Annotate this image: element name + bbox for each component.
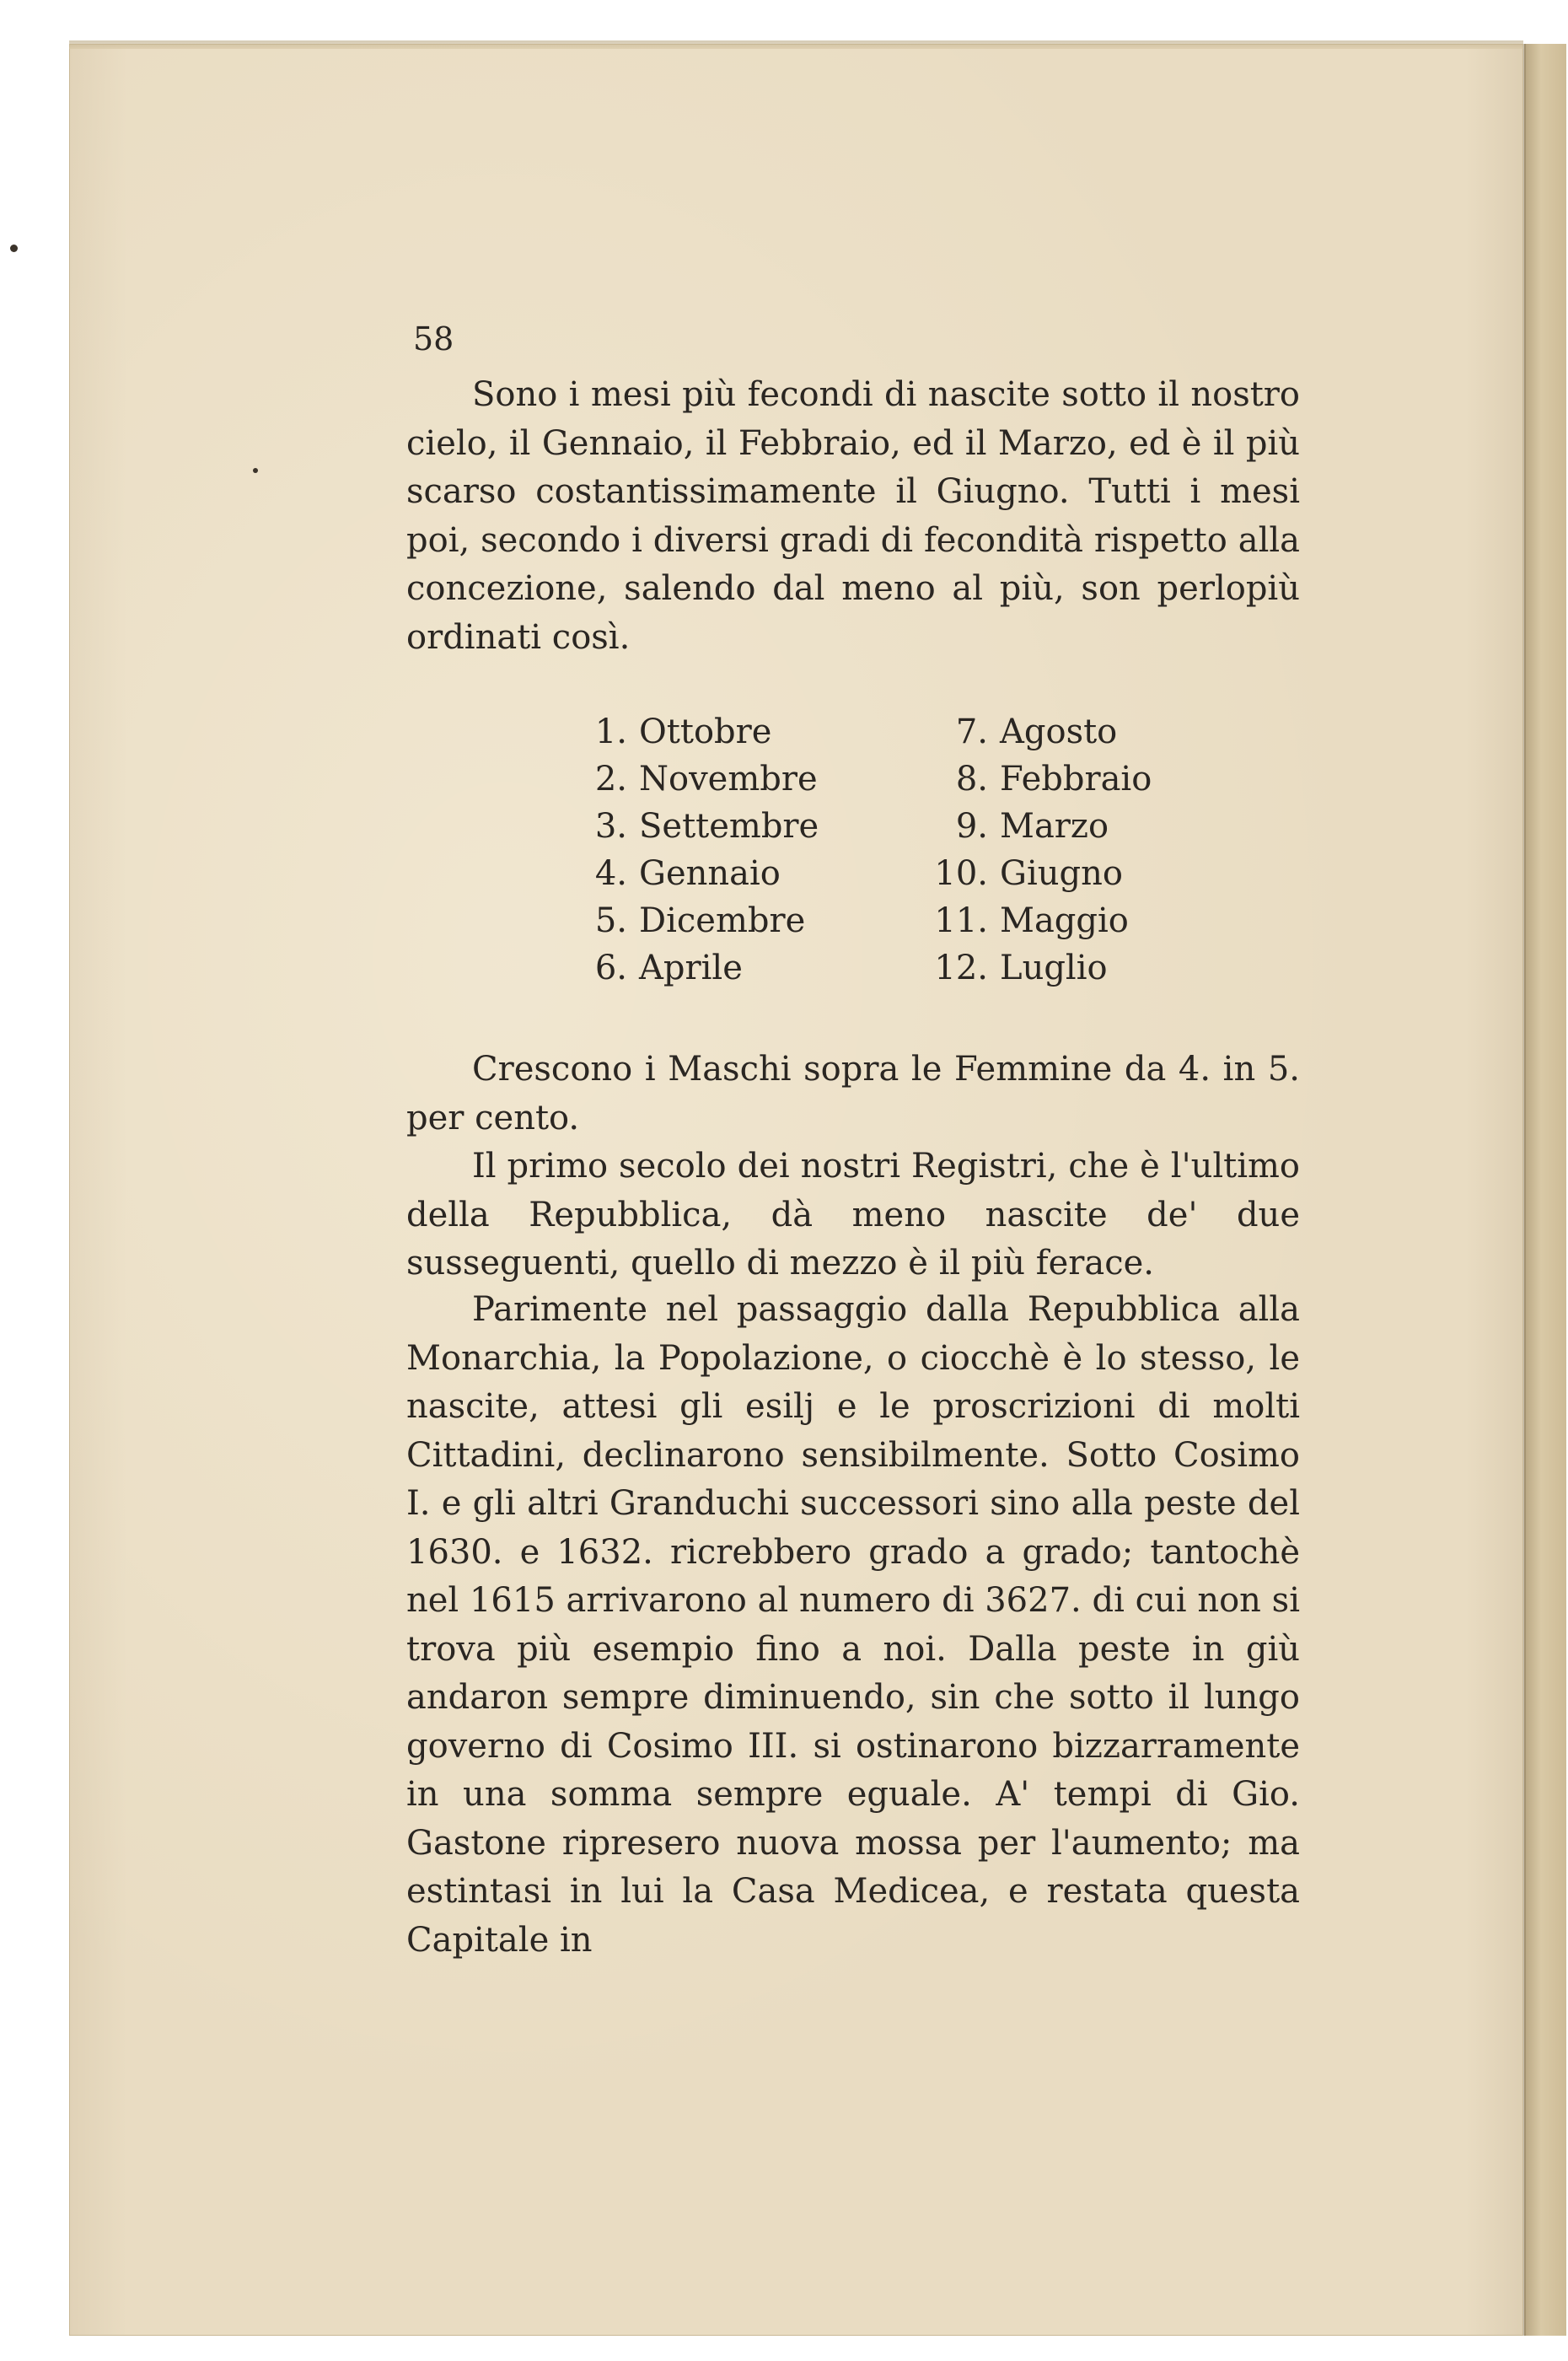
month-item — [894, 944, 1180, 992]
fold-line — [1523, 44, 1526, 2336]
month-name: Marzo — [1000, 807, 1109, 846]
month-item — [556, 850, 843, 897]
month-name: Ottobre — [639, 713, 772, 751]
paragraph-males-females: Crescono i Maschi sopra le Femmine da 4. in 5. per cento. — [406, 1050, 1300, 1137]
month-item — [556, 897, 843, 944]
month-item — [894, 756, 1180, 803]
month-number: 5. — [594, 901, 627, 940]
paragraph-republic-monarchy: Parimente nel passaggio dalla Repubblica alla Monarchia, la Popolazione, o ciocchè è lo stesso, le nascite, attesi gli esilj e le proscrizioni di molti Cittadini, declinarono sensibilmente. Sotto Cosimo I. e gli altri Granduchi successori sino alla peste del 1630. e 1632. ricrebbero grado a grado; tantochè nel 1615 arrivarono al numero di 3627. di cui non si trova più esempio fino a noi. Dalla peste in giù andaron sempre diminuendo, sin che sotto il lungo governo di Cosimo III. si ostinarono bizzarramente in una somma sempre eguale. A' tempi di Gio. Gastone ripresero nuova mossa per l'aumento; ma estintasi in lui la Casa Medicea, e restata questa Capitale in — [406, 1290, 1300, 1960]
month-name: Novembre — [639, 760, 818, 799]
month-number: 10. — [934, 854, 988, 893]
paragraph-months-fertility: Sono i mesi più fecondi di nascite sotto il nostro cielo, il Gennaio, il Febbraio, ed il Marzo, ed è il più scarso costantissimamente il Giugno. Tutti i mesi poi, secondo i diversi gradi di fecondità rispetto alla concezione, salendo dal meno al più, son perlopiù ordinati così. — [406, 375, 1300, 657]
paragraph-first-century: Il primo secolo dei nostri Registri, che è l'ultimo della Repubblica, dà meno nascite de' due susseguenti, quello di mezzo è il più ferace. — [406, 1147, 1300, 1283]
month-name: Febbraio — [1000, 760, 1152, 799]
month-number: 12. — [934, 949, 988, 987]
month-number: 3. — [594, 807, 627, 846]
months-right-column — [894, 708, 1180, 992]
months-left-column — [556, 708, 843, 992]
month-number: 6. — [594, 949, 627, 987]
month-item — [894, 803, 1180, 850]
months-ranking-list — [556, 708, 1180, 992]
month-name: Aprile — [639, 949, 743, 987]
month-number: 2. — [594, 760, 627, 799]
month-number: 7. — [955, 713, 988, 751]
ink-fleck — [253, 468, 258, 473]
month-number: 9. — [955, 807, 988, 846]
month-name: Gennaio — [639, 854, 781, 893]
month-item — [556, 803, 843, 850]
month-name: Maggio — [1000, 901, 1129, 940]
page-number: 58 — [413, 320, 454, 358]
month-item — [556, 944, 843, 992]
month-name: Dicembre — [639, 901, 806, 940]
month-item — [894, 708, 1180, 756]
month-number: 1. — [594, 713, 627, 751]
month-item — [556, 708, 843, 756]
sheet-top-edge — [69, 40, 1523, 49]
ink-fleck — [10, 245, 18, 252]
month-number: 11. — [934, 901, 988, 940]
adjacent-page-edge — [1524, 44, 1566, 2336]
month-number: 4. — [594, 854, 627, 893]
month-number: 8. — [955, 760, 988, 799]
month-item — [894, 850, 1180, 897]
month-item — [894, 897, 1180, 944]
month-item — [556, 756, 843, 803]
month-name: Luglio — [1000, 949, 1108, 987]
month-name: Agosto — [1000, 713, 1118, 751]
month-name: Giugno — [1000, 854, 1123, 893]
month-name: Settembre — [639, 807, 819, 846]
